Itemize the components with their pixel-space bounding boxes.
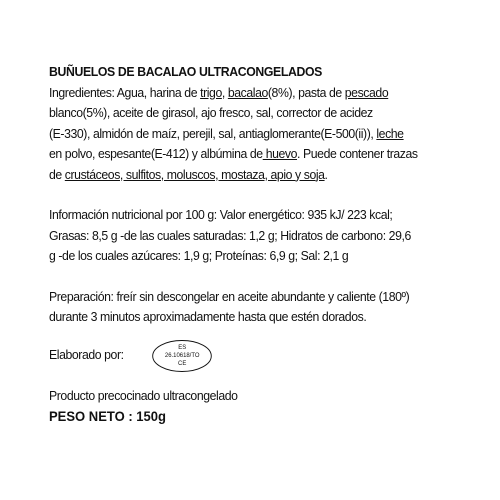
ingredients-line-5 <box>49 165 421 186</box>
preparation-block <box>49 287 421 328</box>
nutrition-block <box>49 205 421 267</box>
product-label <box>49 62 421 427</box>
ingredients-text: (8%), pasta de <box>267 84 345 100</box>
ingredients-text: (E-330), almidón de maíz, perejil, sal, antiaglomerante(E-500(ii)), <box>49 125 377 141</box>
spacer <box>49 185 421 205</box>
ingredients-text: . Puede contener trazas <box>297 146 418 161</box>
product-type: Producto precocinado ultracongelado <box>49 387 238 403</box>
seal-country: ES <box>178 343 187 351</box>
elaborated-label: Elaborado por: <box>49 347 124 363</box>
allergen-fish: pescado <box>344 84 389 100</box>
product-title: BUÑUELOS DE BACALAO ULTRACONGELADOS <box>49 64 322 79</box>
ingredients-block <box>49 83 421 186</box>
allergen-egg: huevo <box>262 146 298 161</box>
ingredients-text: de <box>49 166 65 182</box>
ingredients-text: en polvo, espesante(E-412) y albúmina de <box>49 146 263 161</box>
elaborated-row <box>49 336 421 376</box>
seal-number: 26.10618/TO <box>164 351 200 359</box>
allergen-wheat: trigo <box>200 84 222 100</box>
spacer <box>49 376 421 386</box>
nutrition-line-2: Grasas: 8,5 g -de las cuales saturadas: 1,2 g; Hidratos de carbono: 29,6 <box>49 227 411 243</box>
seal-mark: CE <box>178 359 187 367</box>
preparation-line-1: Preparación: freír sin descongelar en aceite abundante y caliente (180º) <box>49 288 410 304</box>
ingredients-line-1 <box>49 83 421 104</box>
ingredients-line-2: blanco(5%), aceite de girasol, ajo fresco, sal, corrector de acidez <box>49 105 373 120</box>
net-weight: PESO NETO : 150g <box>49 408 166 424</box>
ingredients-text: Ingredientes: Agua, harina de <box>49 84 201 100</box>
ingredients-line-4 <box>49 144 421 165</box>
nutrition-line-1: Información nutricional por 100 g: Valor energético: 935 kJ/ 223 kcal; <box>49 207 393 222</box>
preparation-line-2: durante 3 minutos aproximadamente hasta que estén dorados. <box>49 309 367 324</box>
spacer <box>49 267 421 287</box>
allergen-cod: bacalao <box>227 84 268 100</box>
nutrition-line-3: g -de los cuales azúcares: 1,9 g; Proteínas: 6,9 g; Sal: 2,1 g <box>49 248 349 263</box>
ingredients-text: . <box>324 166 328 182</box>
allergen-traces: crustáceos, sulfitos, moluscos, mostaza, apio y soja <box>64 166 325 182</box>
allergen-milk: leche <box>376 125 404 141</box>
health-mark-seal <box>152 339 213 373</box>
seal-text <box>152 344 213 368</box>
ingredients-text: , <box>221 84 228 100</box>
ingredients-line-3 <box>49 124 421 145</box>
